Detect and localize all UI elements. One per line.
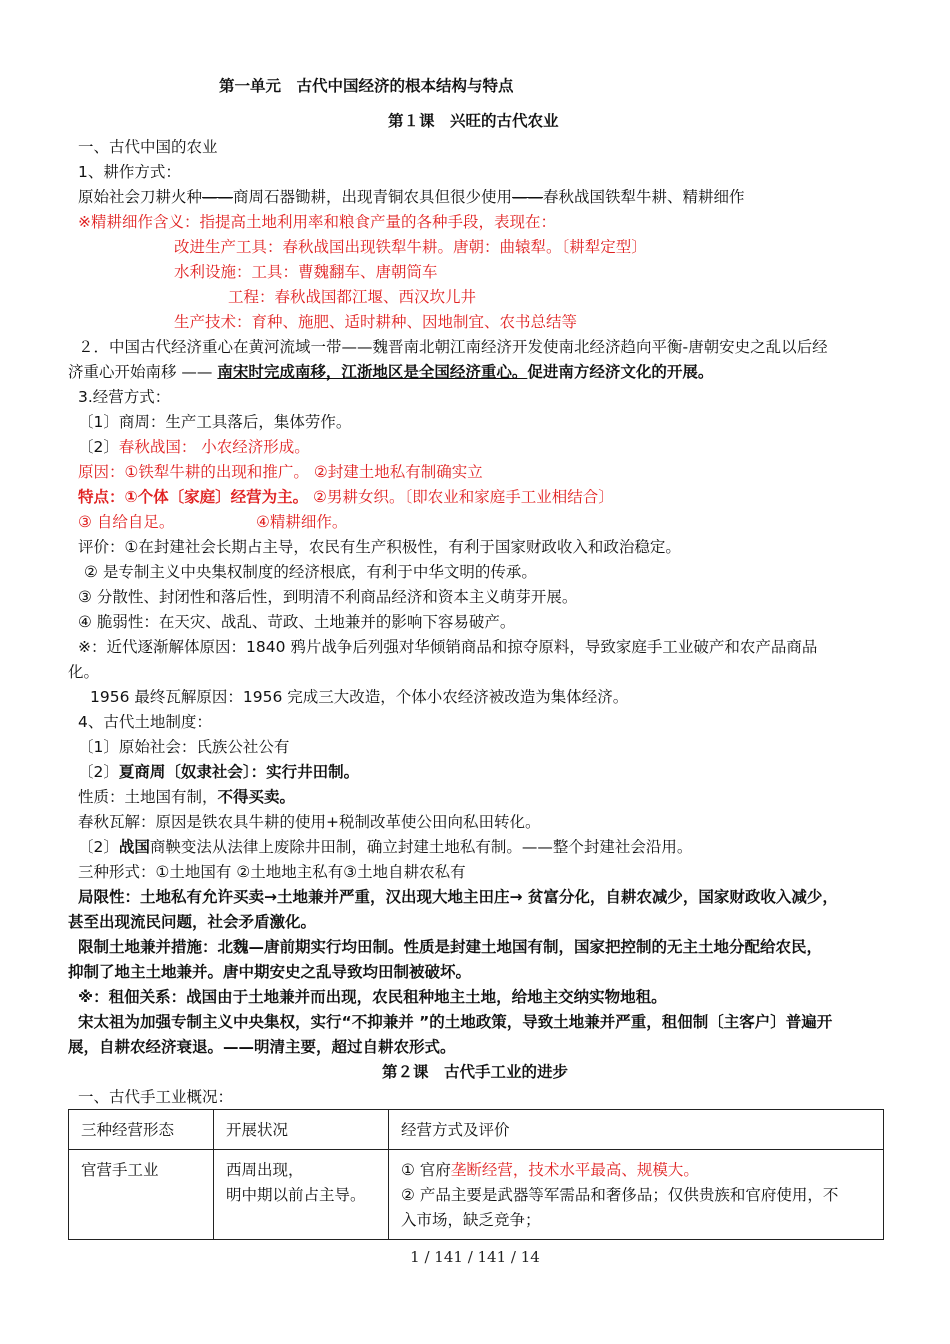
- farming-evolution: [78, 186, 745, 208]
- feature-item: ③ 自给自足。: [78, 513, 175, 531]
- lesson1-title: 第１课 兴旺的古代农业: [388, 112, 559, 130]
- evaluation-3: ③ 分散性、封闭性和落后性，到明清不利商品经济和资本主义萌芽开展。: [78, 588, 578, 606]
- emphasis-text: 战国: [118, 838, 150, 856]
- subheading: 4、古代土地制度：: [78, 713, 212, 731]
- mode-spring-autumn: [78, 436, 310, 458]
- decline-reason-line2: 化。: [68, 663, 100, 681]
- unit-title: 第一单元 古代中国经济的根本结构与特点: [219, 77, 514, 95]
- text-span: 〔2〕: [78, 763, 119, 781]
- table-header-row: [69, 1110, 884, 1150]
- emphasis-text: 南宋时完成南移，江浙地区是全国经济重心。: [217, 363, 528, 381]
- land-forms: 三种形式：①土地国有 ②土地地主私有③土地自耕农私有: [78, 863, 466, 881]
- dash: ——: [202, 188, 234, 206]
- farming-stage: 原始社会刀耕火种: [78, 188, 203, 206]
- mode-shangzhou: 〔1〕商周：生产工具落后，集体劳作。: [78, 413, 352, 431]
- final-collapse: 1956 最终瓦解原因：1956 完成三大改造，个体小农经济被改造为集体经济。: [90, 688, 629, 706]
- smallholder-reason: 原因：①铁犁牛耕的出现和推广。 ②封建土地私有制确实立: [78, 463, 483, 481]
- evaluation-2: ② 是专制主义中央集权制度的经济根底，有利于中华文明的传承。: [84, 563, 537, 581]
- subheading: 1、耕作方式：: [78, 163, 181, 181]
- table-header-cell: 三种经营形态: [69, 1110, 214, 1150]
- table-header-cell: 经营方式及评价: [389, 1110, 884, 1150]
- cell-line: ② 产品主要是武器等军需品和奢侈品；仅供贵族和官府使用，不: [401, 1186, 839, 1204]
- limitation-line2: 甚至出现流民问题，社会矛盾激化。: [68, 913, 317, 931]
- table-header-cell: 开展状况: [214, 1110, 389, 1150]
- economic-center-line1: ２．中国古代经济重心在黄河流域一带——魏晋南北朝江南经济开发使南北经济趋向平衡-唐朝安史之乱以后经: [78, 338, 828, 356]
- table-row: [69, 1150, 884, 1240]
- handicraft-table: [68, 1109, 884, 1240]
- cell-line: 明中期以前占主导。: [226, 1186, 366, 1204]
- feature-item: ④精耕细作。: [256, 513, 348, 531]
- section-heading: 一、古代中国的农业: [78, 138, 218, 156]
- evaluation-1: 评价：①在封建社会长期占主导，农民有生产积极性，有利于国家财政收入和政治稳定。: [78, 538, 681, 556]
- highlight-text: 春秋战国： 小农经济形成。: [118, 438, 310, 456]
- intensive-tools: 改进生产工具：春秋战国出现铁犁牛耕。唐朝：曲辕犁。〔耕犁定型〕: [174, 238, 647, 256]
- decline-reason-line1: ※：近代逐渐解体原因：1840 鸦片战争后列强对华倾销商品和掠夺原料，导致家庭手工业破产和农产品商品: [78, 638, 818, 656]
- intensive-irrigation-works: 工程：春秋战国都江堰、西汉坎儿井: [228, 288, 477, 306]
- intensive-irrigation-tools: 水利设施：工具：曹魏翻车、唐朝筒车: [174, 263, 438, 281]
- evaluation-4: ④ 脆弱性：在天灾、战乱、苛政、土地兼并的影响下容易破产。: [78, 613, 516, 631]
- song-policy-line1: 宋太祖为加强专制主义中央集权，实行“不抑兼并 ”的土地政策，导致土地兼并严重，租佃制〔主客户〕普遍开: [78, 1013, 833, 1031]
- tenancy-relation: ※：租佃关系：战国由于土地兼并而出现，农民租种地主土地，给地主交纳实物地租。: [78, 988, 667, 1006]
- land-collapse: 春秋瓦解：原因是铁农具牛耕的使用+税制改革使公田向私田转化。: [78, 813, 541, 831]
- cell-line: 入市场，缺乏竞争；: [401, 1211, 541, 1229]
- table-cell: [389, 1150, 884, 1240]
- lesson2-title: 第２课 古代手工业的进步: [382, 1063, 569, 1081]
- text-span: 性质：土地国有制，: [78, 788, 218, 806]
- economic-center-line2: [68, 361, 713, 383]
- cell-line: 西周出现，: [226, 1161, 304, 1179]
- land-private: [78, 836, 692, 858]
- text-span: 商鞅变法从法律上废除井田制，确立封建土地私有制。——整个封建社会沿用。: [149, 838, 693, 856]
- section-heading: 一、古代手工业概况：: [78, 1088, 234, 1106]
- text-span: 〔2〕: [78, 838, 119, 856]
- land-well-field: [78, 761, 359, 783]
- subheading: 3.经营方式：: [78, 388, 171, 406]
- limitation-line1: 局限性：土地私有允许买卖→土地兼并严重，汉出现大地主田庄→ 贫富分化，自耕农减少，国家财政收入减少，: [78, 888, 838, 906]
- page-footer: 1 / 141 / 141 / 14: [410, 1248, 540, 1266]
- emphasis-text: 夏商周〔奴隶社会〕：实行井田制。: [118, 763, 360, 781]
- intensive-techniques: 生产技术：育种、施肥、适时耕种、因地制宜、农书总结等: [174, 313, 578, 331]
- farming-stage: 商周石器锄耕，出现青铜农具但很少使用: [233, 188, 513, 206]
- land-primitive: 〔1〕原始社会：氏族公社公有: [78, 738, 290, 756]
- land-nature: [78, 786, 295, 808]
- emphasis-text: 促进南方经济文化的开展。: [527, 363, 714, 381]
- highlight-text: 特点：①个体〔家庭〕经营为主。: [78, 488, 309, 506]
- intensive-definition: ※精耕细作含义：指提高土地利用率和粮食产量的各种手段，表现在：: [78, 213, 556, 231]
- song-policy-line2: 展，自耕农经济衰退。——明清主要，超过自耕农形式。: [68, 1038, 456, 1056]
- smallholder-features-2: [78, 511, 348, 533]
- farming-stage: 春秋战国铁犁牛耕、精耕细作: [543, 188, 745, 206]
- highlight-text: ②男耕女织。〔即农业和家庭手工业相结合〕: [308, 488, 614, 506]
- emphasis-text: 不得买卖。: [217, 788, 296, 806]
- table-cell: [214, 1150, 389, 1240]
- text-span: 济重心开始南移 ——: [68, 363, 218, 381]
- table-cell: 官营手工业: [69, 1150, 214, 1240]
- text-span: 〔2〕: [78, 438, 119, 456]
- highlight-text: 垄断经营，技术水平最高、规模大。: [450, 1161, 699, 1179]
- smallholder-features: [78, 486, 614, 508]
- measures-line2: 抑制了地主土地兼并。唐中期安史之乱导致均田制被破坏。: [68, 963, 472, 981]
- dash: ——: [512, 188, 544, 206]
- text-span: ① 官府: [401, 1161, 451, 1179]
- measures-line1: 限制土地兼并措施：北魏—唐前期实行均田制。性质是封建土地国有制，国家把控制的无主土地分配给农民，: [78, 938, 823, 956]
- cell-line: [401, 1158, 873, 1183]
